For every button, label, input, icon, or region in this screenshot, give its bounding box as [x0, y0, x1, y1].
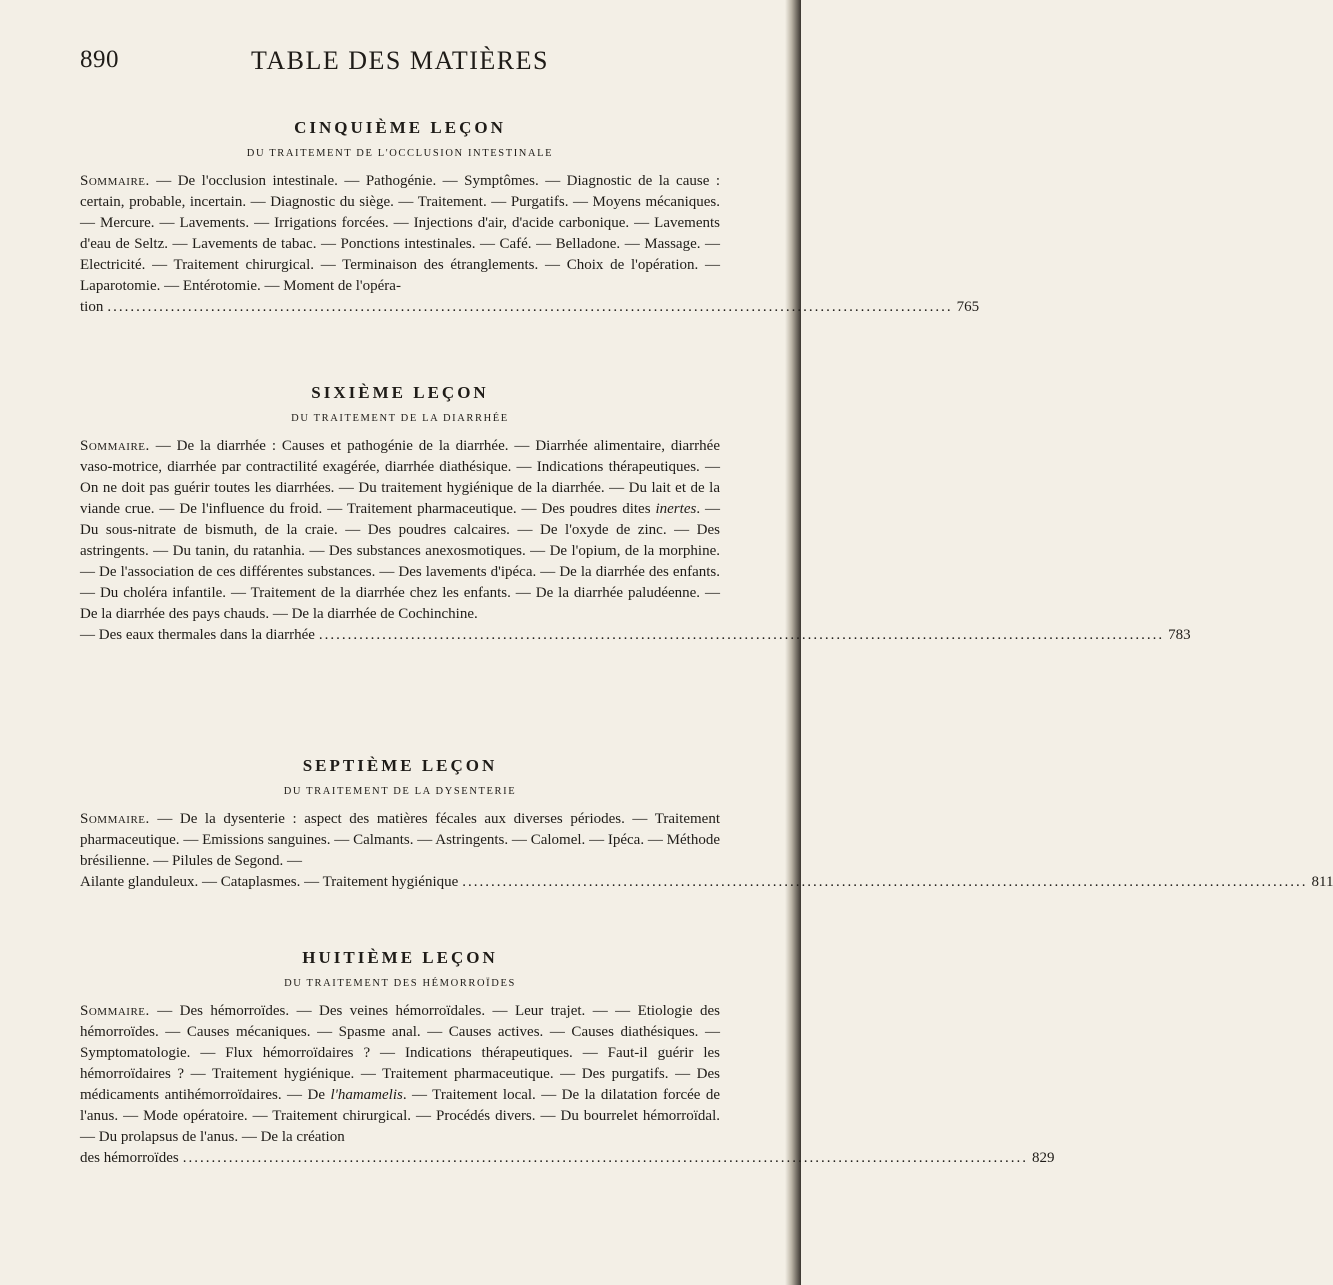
- lesson-title: HUITIÈME LEÇON: [302, 948, 498, 967]
- summary-label: Sommaire.: [80, 438, 150, 454]
- summary-text: — De la dysenterie : aspect des matières fécales aux diverses périodes. — Traitement pharmaceutique. — Emissions sanguines. — Calmants. — Astringents. — Calomel. — Ipéca. — Méthode brésilienne. — Pilules de Segond. —: [80, 811, 720, 869]
- lesson-section: [80, 118, 980, 318]
- page-reference: 783: [1168, 627, 1191, 643]
- toc-entry-line: [80, 625, 1191, 646]
- summary-text: — De la diarrhée : Causes et pathogénie de la diarrhée. — Diarrhée alimentaire, diarrhée vaso-motrice, diarrhée par contractilité exagérée, diarrhée diathésique. — Indications thérapeutiques. — On ne doit pas guérir toutes les diarrhées. — Du traitement hygiénique de la diarrhée. — Du lait et de la viande crue. — De l'influence du froid. — Traitement pharmaceutique. — Des poudres dites: [80, 438, 720, 517]
- summary-text-continued: . — Traitement local. — De la dilatation forcée de l'anus. — Mode opératoire. — Traitement chirurgical. — Procédés divers. — Du bourrelet hémorroïdal. — Du prolapsus de l'anus. — De la création: [80, 1087, 721, 1145]
- lesson-section: [80, 383, 1191, 646]
- lesson-summary: [80, 809, 720, 872]
- summary-text: — Des hémorroïdes. — Des veines hémorroïdales. — Leur trajet. — — Etiologie des hémorroïdes. — Causes mécaniques. — Spasme anal. — Causes actives. — Causes diathésiques. — Symptomatologie. — Flux hémorroïdaires ? — Indications thérapeutiques. — Faut-il guérir les hémorroïdaires ? — Traitement hygiénique. — Traitement pharmaceutique. — Des purgatifs. — Des médicaments antihémorroïdaires. — De: [80, 1003, 720, 1103]
- summary-label: Sommaire.: [80, 1003, 150, 1019]
- page-reference: 811: [1311, 874, 1333, 890]
- summary-label: Sommaire.: [80, 811, 150, 827]
- lesson-subtitle: DU TRAITEMENT DE LA DIARRHÉE: [291, 413, 509, 424]
- summary-last-line: tion: [80, 299, 104, 315]
- summary-text: — De l'occlusion intestinale. — Pathogénie. — Symptômes. — Diagnostic de la cause : certain, probable, incertain. — Diagnostic du siège. — Traitement. — Purgatifs. — Moyens mécaniques. — Mercure. — Lavements. — Irrigations forcées. — Injections d'air, d'acide carbonique. — Lavements d'eau de Seltz. — Lavements de tabac. — Ponctions intestinales. — Café. — Belladone. — Massage. — Electricité. — Traitement chirurgical. — Terminaison des étranglements. — Choix de l'opération. — Laparotomie. — Entérotomie. — Moment de l'opéra-: [80, 173, 720, 294]
- lesson-title: SEPTIÈME LEÇON: [302, 756, 498, 775]
- toc-entry-line: [80, 872, 1333, 893]
- summary-italic-term: l'hamamelis: [330, 1087, 403, 1103]
- lesson-title: SIXIÈME LEÇON: [311, 383, 489, 402]
- page-number: 890: [80, 46, 119, 73]
- toc-entry-line: [80, 297, 980, 318]
- lesson-subtitle: DU TRAITEMENT DE LA DYSENTERIE: [283, 786, 517, 797]
- page-header: [80, 46, 720, 86]
- toc-entry-line: [80, 1148, 1055, 1169]
- page-reference: 765: [956, 299, 980, 315]
- summary-last-line: — Des eaux thermales dans la diarrhée: [80, 627, 315, 643]
- summary-last-line: Ailante glanduleux. — Cataplasmes. — Traitement hygiénique: [80, 874, 459, 890]
- lesson-title: CINQUIÈME LEÇON: [294, 118, 506, 137]
- lesson-section: [80, 948, 1055, 1169]
- running-title: TABLE DES MATIÈRES: [251, 46, 549, 75]
- page-reference: 829: [1031, 1150, 1055, 1166]
- dot-leader: ...................................................................................................................................................: [462, 874, 1308, 890]
- summary-italic-term: inertes: [655, 501, 697, 517]
- lesson-subtitle: DU TRAITEMENT DES HÉMORROÏDES: [284, 978, 516, 989]
- lesson-summary: [80, 436, 720, 625]
- lesson-summary: [80, 1001, 720, 1148]
- summary-label: Sommaire.: [80, 173, 150, 189]
- dot-leader: ...................................................................................................................................................: [318, 627, 1165, 643]
- dot-leader: ...................................................................................................................................................: [182, 1150, 1028, 1166]
- dot-leader: ...................................................................................................................................................: [107, 299, 953, 315]
- lesson-subtitle: DU TRAITEMENT DE L'OCCLUSION INTESTINALE: [246, 148, 554, 159]
- lesson-section: [80, 756, 1333, 893]
- lesson-summary: [80, 171, 720, 297]
- summary-last-line: des hémorroïdes: [80, 1150, 179, 1166]
- summary-text-continued: . — Du sous-nitrate de bismuth, de la craie. — Des poudres calcaires. — De l'oxyde de zinc. — Des astringents. — Du tanin, du ratanhia. — Des substances anexosmotiques. — De l'opium, de la morphine. — De l'association de ces différentes substances. — Des lavements d'ipéca. — De la diarrhée des enfants. — Du choléra infantile. — Traitement de la diarrhée chez les enfants. — De la diarrhée paludéenne. — De la diarrhée des pays chauds. — De la diarrhée de Cochinchine.: [80, 501, 721, 622]
